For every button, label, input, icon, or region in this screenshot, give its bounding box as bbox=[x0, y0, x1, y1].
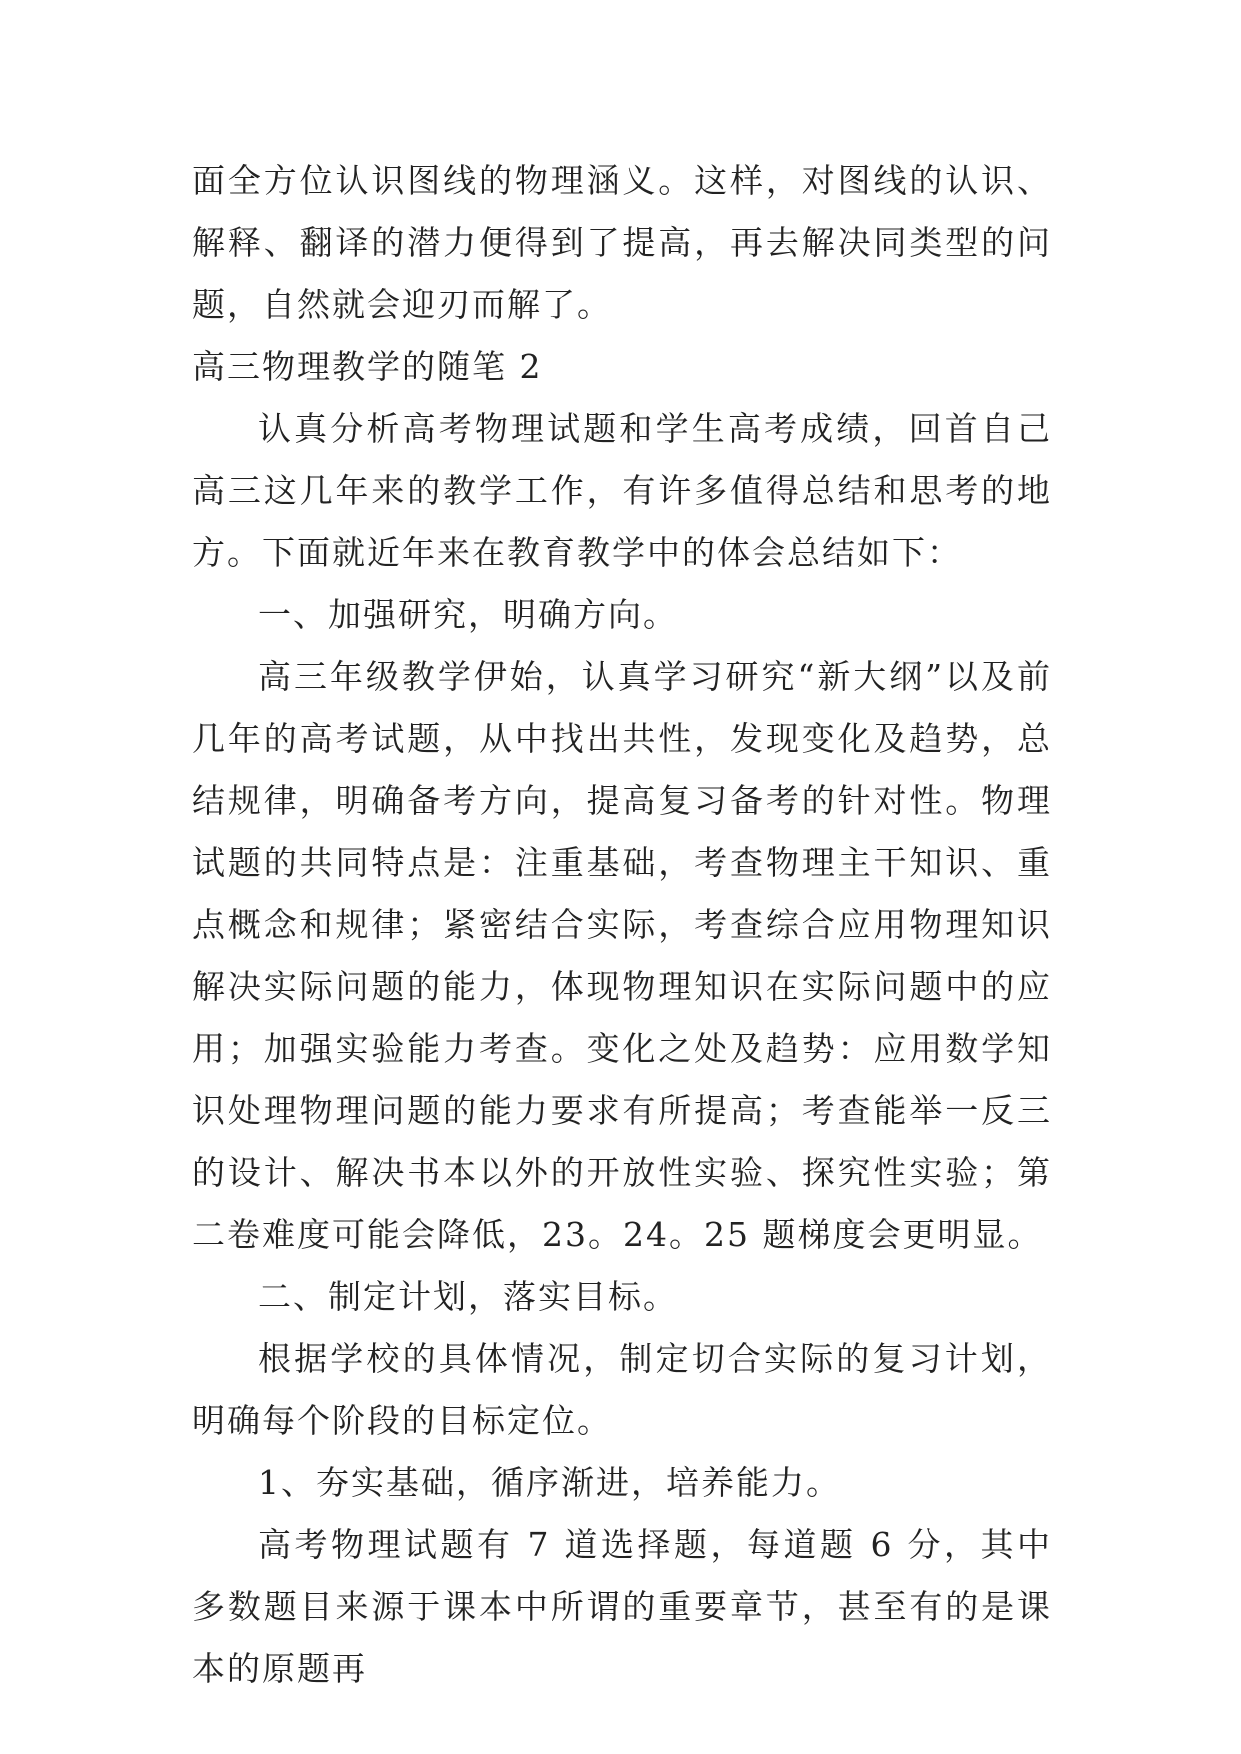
paragraph-plan: 根据学校的具体情况，制定切合实际的复习计划，明确每个阶段的目标定位。 bbox=[192, 1339, 1052, 1440]
paragraph-continuation: 面全方位认识图线的物理涵义。这样，对图线的认识、解释、翻译的潜力便得到了提高，再去解决同类型的问题，自然就会迎刃而解了。 bbox=[192, 161, 1052, 324]
heading-research: 一、加强研究，明确方向。 bbox=[258, 595, 678, 634]
document-page bbox=[192, 150, 1052, 1700]
heading-plan: 二、制定计划，落实目标。 bbox=[258, 1277, 678, 1316]
paragraph-foundation: 高考物理试题有 7 道选择题，每道题 6 分，其中多数题目来源于课本中所谓的重要章节，甚至有的是课本的原题再 bbox=[192, 1525, 1052, 1688]
heading-foundation: 1、夯实基础，循序渐进，培养能力。 bbox=[258, 1463, 841, 1502]
paragraph-research: 高三年级教学伊始，认真学习研究“新大纲”以及前几年的高考试题，从中找出共性，发现变化及趋势，总结规律，明确备考方向，提高复习备考的针对性。物理试题的共同特点是：注重基础，考查物理主干知识、重点概念和规律；紧密结合实际，考查综合应用物理知识解决实际问题的能力，体现物理知识在实际问题中的应用；加强实验能力考查。变化之处及趋势：应用数学知识处理物理问题的能力要求有所提高；考查能举一反三的设计、解决书本以外的开放性实验、探究性实验；第二卷难度可能会降低，23。24。25 题梯度会更明显。 bbox=[192, 657, 1052, 1254]
section-title: 高三物理教学的随笔 2 bbox=[192, 347, 543, 386]
paragraph-intro: 认真分析高考物理试题和学生高考成绩，回首自己高三这几年来的教学工作，有许多值得总结和思考的地方。下面就近年来在教育教学中的体会总结如下： bbox=[192, 409, 1052, 572]
